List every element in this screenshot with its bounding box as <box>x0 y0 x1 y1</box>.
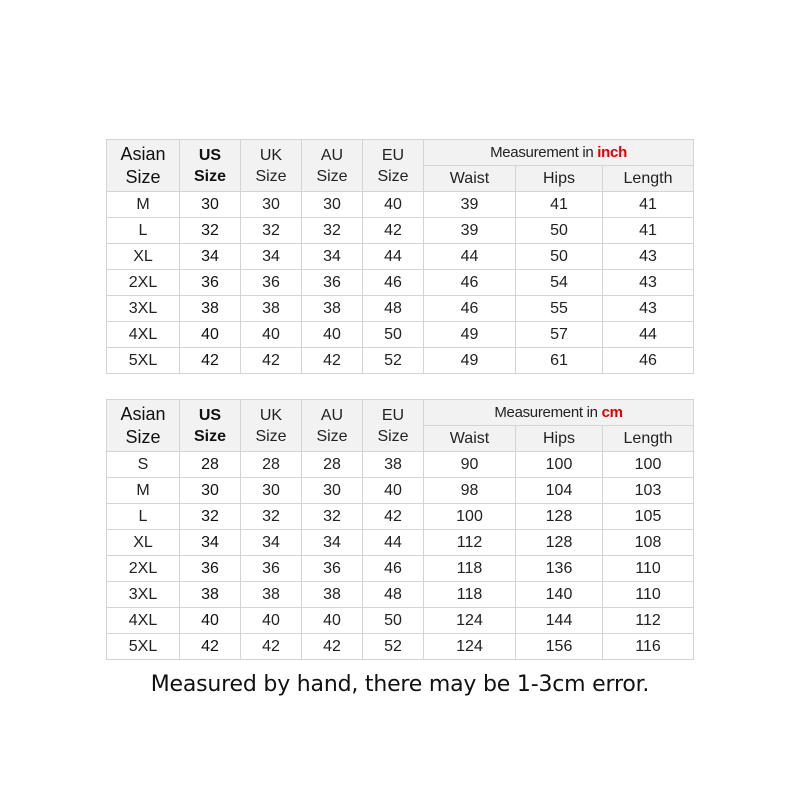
cell-eu-size: 40 <box>363 192 424 218</box>
table-row <box>107 556 694 582</box>
cell-waist: 118 <box>424 556 516 582</box>
cell-uk-size: 34 <box>241 530 302 556</box>
cell-eu-size: 50 <box>363 608 424 634</box>
cell-hips: 50 <box>516 218 603 244</box>
header-length: Length <box>603 426 694 452</box>
cell-length: 100 <box>603 452 694 478</box>
cell-asian-size: L <box>107 504 180 530</box>
cell-waist: 39 <box>424 218 516 244</box>
cell-us-size: 36 <box>180 556 241 582</box>
table-row <box>107 530 694 556</box>
cell-au-size: 30 <box>302 478 363 504</box>
cell-us-size: 42 <box>180 348 241 374</box>
cell-length: 44 <box>603 322 694 348</box>
cell-waist: 39 <box>424 192 516 218</box>
cell-hips: 104 <box>516 478 603 504</box>
header-hips: Hips <box>516 166 603 192</box>
cell-length: 43 <box>603 296 694 322</box>
cell-length: 43 <box>603 270 694 296</box>
cell-us-size: 34 <box>180 530 241 556</box>
cell-au-size: 42 <box>302 634 363 660</box>
cell-us-size: 38 <box>180 582 241 608</box>
cell-eu-size: 40 <box>363 478 424 504</box>
cell-us-size: 40 <box>180 322 241 348</box>
cell-hips: 128 <box>516 530 603 556</box>
cell-length: 110 <box>603 556 694 582</box>
cell-hips: 50 <box>516 244 603 270</box>
cell-eu-size: 42 <box>363 218 424 244</box>
cell-asian-size: 4XL <box>107 322 180 348</box>
cell-hips: 136 <box>516 556 603 582</box>
table-row <box>107 452 694 478</box>
cell-length: 110 <box>603 582 694 608</box>
cell-uk-size: 40 <box>241 608 302 634</box>
cell-hips: 128 <box>516 504 603 530</box>
cell-waist: 90 <box>424 452 516 478</box>
table-row <box>107 504 694 530</box>
cell-eu-size: 48 <box>363 296 424 322</box>
cell-eu-size: 50 <box>363 322 424 348</box>
header-us-size: US Size <box>180 400 241 452</box>
size-table-cm <box>106 399 694 660</box>
cell-length: 105 <box>603 504 694 530</box>
cell-au-size: 28 <box>302 452 363 478</box>
header-asian-size: Asian Size <box>107 400 180 452</box>
cell-length: 112 <box>603 608 694 634</box>
cell-eu-size: 46 <box>363 270 424 296</box>
cell-uk-size: 42 <box>241 634 302 660</box>
cell-length: 41 <box>603 192 694 218</box>
cell-waist: 49 <box>424 322 516 348</box>
cell-au-size: 42 <box>302 348 363 374</box>
cell-au-size: 36 <box>302 556 363 582</box>
cell-us-size: 28 <box>180 452 241 478</box>
cell-au-size: 38 <box>302 296 363 322</box>
cell-waist: 124 <box>424 608 516 634</box>
table-row <box>107 270 694 296</box>
unit-label: inch <box>597 144 627 161</box>
cell-eu-size: 48 <box>363 582 424 608</box>
cell-asian-size: XL <box>107 530 180 556</box>
header-eu-size: EU Size <box>363 400 424 452</box>
cell-au-size: 34 <box>302 530 363 556</box>
cell-au-size: 40 <box>302 608 363 634</box>
cell-asian-size: 3XL <box>107 582 180 608</box>
table-row <box>107 608 694 634</box>
cell-us-size: 38 <box>180 296 241 322</box>
cell-asian-size: L <box>107 218 180 244</box>
cell-hips: 54 <box>516 270 603 296</box>
cell-uk-size: 30 <box>241 192 302 218</box>
cell-hips: 156 <box>516 634 603 660</box>
cell-eu-size: 46 <box>363 556 424 582</box>
cell-uk-size: 28 <box>241 452 302 478</box>
measurement-note: Measured by hand, there may be 1-3cm error. <box>150 672 650 697</box>
cell-uk-size: 30 <box>241 478 302 504</box>
cell-au-size: 30 <box>302 192 363 218</box>
header-waist: Waist <box>424 426 516 452</box>
header-uk-size: UK Size <box>241 140 302 192</box>
header-au-size: AU Size <box>302 140 363 192</box>
cell-eu-size: 52 <box>363 634 424 660</box>
cell-asian-size: XL <box>107 244 180 270</box>
cell-length: 108 <box>603 530 694 556</box>
cell-au-size: 32 <box>302 218 363 244</box>
cell-hips: 55 <box>516 296 603 322</box>
cell-eu-size: 44 <box>363 530 424 556</box>
cell-waist: 49 <box>424 348 516 374</box>
cell-hips: 144 <box>516 608 603 634</box>
cell-hips: 100 <box>516 452 603 478</box>
header-asian-size: Asian Size <box>107 140 180 192</box>
cell-eu-size: 42 <box>363 504 424 530</box>
header-au-size: AU Size <box>302 400 363 452</box>
cell-asian-size: M <box>107 192 180 218</box>
cell-asian-size: S <box>107 452 180 478</box>
table-row <box>107 478 694 504</box>
cell-length: 103 <box>603 478 694 504</box>
cell-us-size: 36 <box>180 270 241 296</box>
table-row <box>107 322 694 348</box>
header-uk-size: UK Size <box>241 400 302 452</box>
cell-uk-size: 36 <box>241 556 302 582</box>
cell-uk-size: 38 <box>241 582 302 608</box>
cell-asian-size: 2XL <box>107 556 180 582</box>
cell-uk-size: 32 <box>241 218 302 244</box>
cell-uk-size: 32 <box>241 504 302 530</box>
header-us-size: US Size <box>180 140 241 192</box>
cell-waist: 118 <box>424 582 516 608</box>
cell-asian-size: 4XL <box>107 608 180 634</box>
header-waist: Waist <box>424 166 516 192</box>
cell-length: 43 <box>603 244 694 270</box>
header-hips: Hips <box>516 426 603 452</box>
cell-us-size: 40 <box>180 608 241 634</box>
cell-eu-size: 38 <box>363 452 424 478</box>
cell-eu-size: 44 <box>363 244 424 270</box>
cell-us-size: 42 <box>180 634 241 660</box>
table-row <box>107 348 694 374</box>
cell-us-size: 32 <box>180 504 241 530</box>
header-length: Length <box>603 166 694 192</box>
cell-au-size: 38 <box>302 582 363 608</box>
cell-asian-size: M <box>107 478 180 504</box>
cell-waist: 46 <box>424 270 516 296</box>
cell-waist: 112 <box>424 530 516 556</box>
cell-hips: 61 <box>516 348 603 374</box>
size-table-inch <box>106 139 694 374</box>
cell-waist: 98 <box>424 478 516 504</box>
cell-asian-size: 3XL <box>107 296 180 322</box>
unit-label: cm <box>601 404 623 421</box>
cell-au-size: 36 <box>302 270 363 296</box>
cell-au-size: 40 <box>302 322 363 348</box>
cell-asian-size: 2XL <box>107 270 180 296</box>
cell-waist: 46 <box>424 296 516 322</box>
table-row <box>107 296 694 322</box>
header-measurement-inch: Measurement in inch <box>424 140 694 166</box>
header-eu-size: EU Size <box>363 140 424 192</box>
table-row <box>107 218 694 244</box>
cell-hips: 57 <box>516 322 603 348</box>
cell-au-size: 34 <box>302 244 363 270</box>
cell-hips: 41 <box>516 192 603 218</box>
cell-uk-size: 42 <box>241 348 302 374</box>
cell-uk-size: 36 <box>241 270 302 296</box>
cell-uk-size: 34 <box>241 244 302 270</box>
table-row <box>107 192 694 218</box>
header-measurement-cm: Measurement in cm <box>424 400 694 426</box>
cell-us-size: 30 <box>180 192 241 218</box>
table-row <box>107 634 694 660</box>
cell-hips: 140 <box>516 582 603 608</box>
cell-uk-size: 38 <box>241 296 302 322</box>
cell-length: 116 <box>603 634 694 660</box>
cell-waist: 100 <box>424 504 516 530</box>
cell-waist: 44 <box>424 244 516 270</box>
cell-length: 46 <box>603 348 694 374</box>
cell-asian-size: 5XL <box>107 348 180 374</box>
cell-length: 41 <box>603 218 694 244</box>
cell-uk-size: 40 <box>241 322 302 348</box>
cell-us-size: 32 <box>180 218 241 244</box>
cell-us-size: 34 <box>180 244 241 270</box>
table-row <box>107 244 694 270</box>
cell-waist: 124 <box>424 634 516 660</box>
cell-au-size: 32 <box>302 504 363 530</box>
cell-asian-size: 5XL <box>107 634 180 660</box>
table-row <box>107 582 694 608</box>
cell-eu-size: 52 <box>363 348 424 374</box>
cell-us-size: 30 <box>180 478 241 504</box>
